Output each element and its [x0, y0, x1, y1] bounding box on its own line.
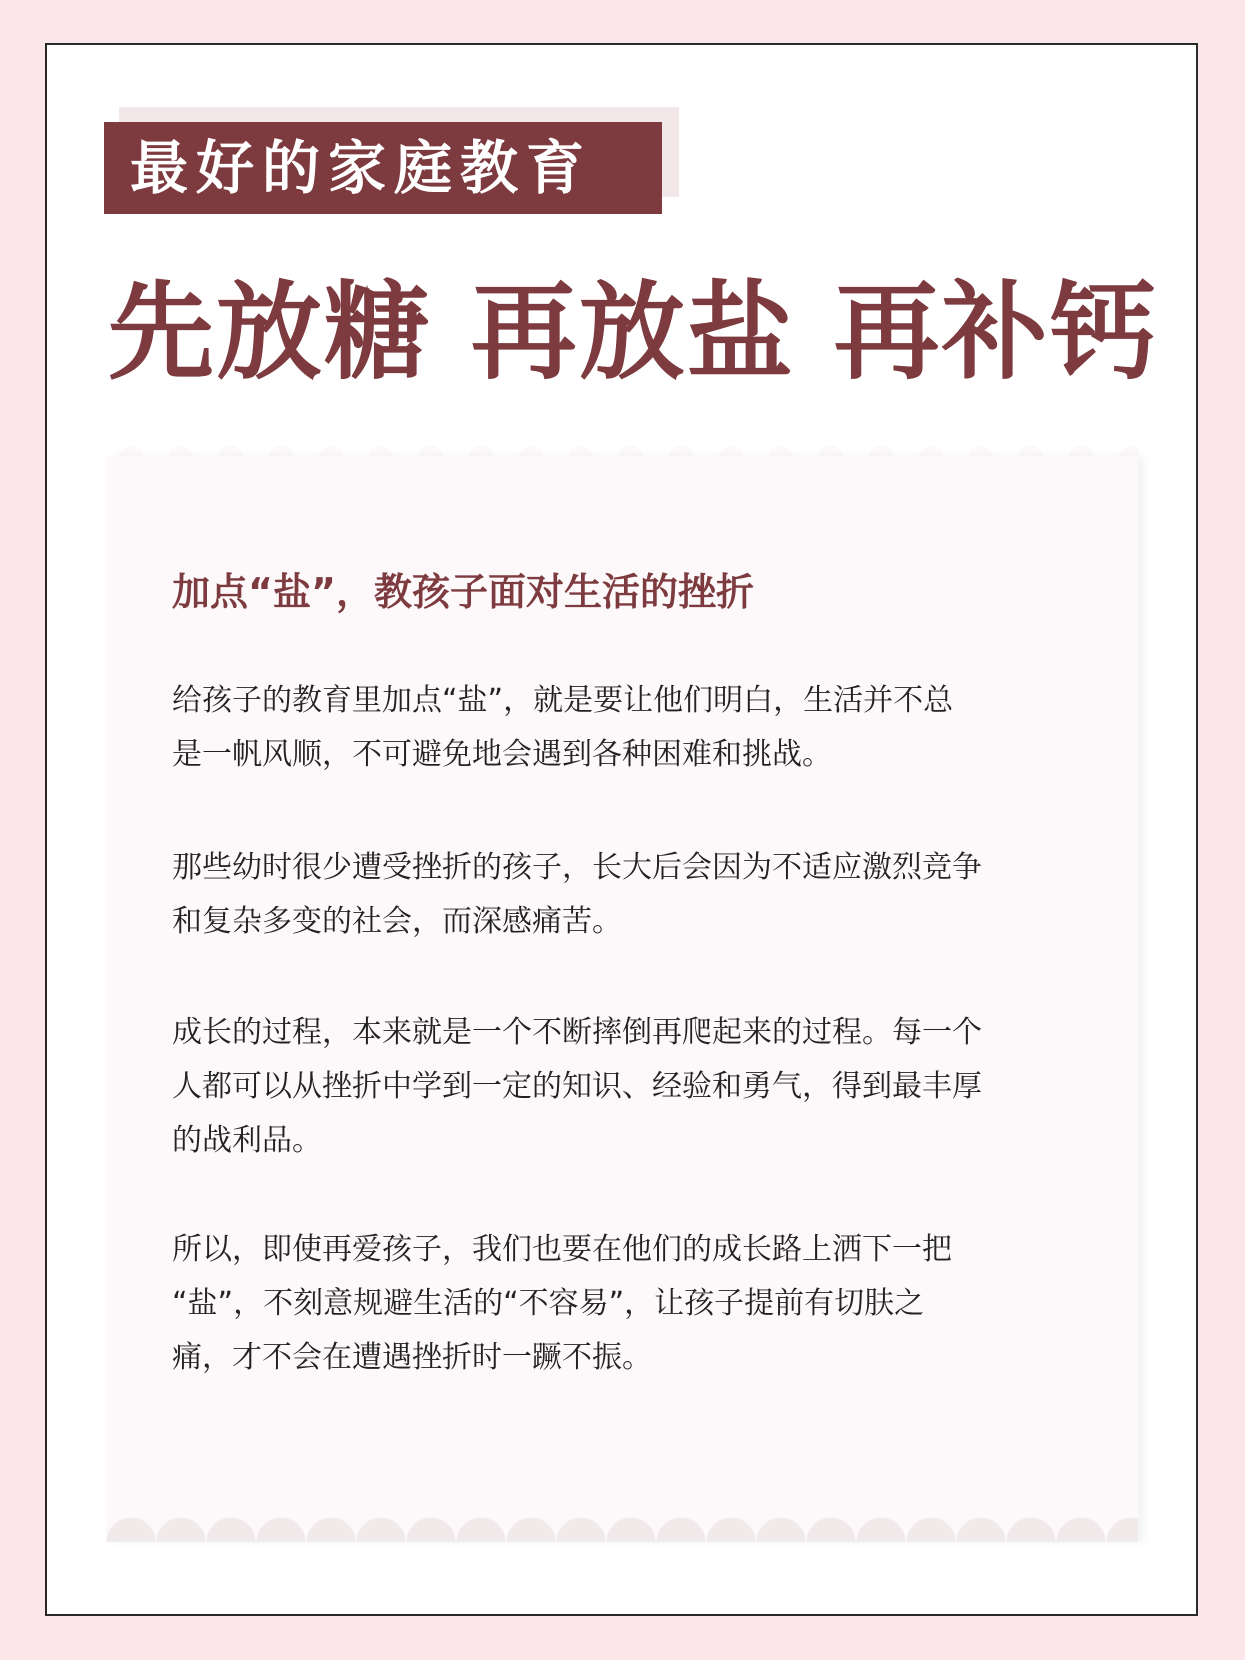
card-scallop-bottom	[106, 1512, 1138, 1542]
paragraph-1	[172, 674, 1072, 782]
paragraph-line: 人都可以从挫折中学到一定的知识、经验和勇气，得到最丰厚	[172, 1069, 982, 1104]
paragraph-line: 痛，才不会在遭遇挫折时一蹶不振。	[172, 1340, 652, 1375]
paragraph-line: 给孩子的教育里加点“盐”，就是要让他们明白，生活并不总	[172, 683, 954, 718]
paragraph-line: 是一帆风顺，不可避免地会遇到各种困难和挑战。	[172, 737, 832, 772]
paragraph-line: 成长的过程，本来就是一个不断摔倒再爬起来的过程。每一个	[172, 1015, 982, 1050]
paragraph-3	[172, 1006, 1072, 1168]
paragraph-line: 那些幼时很少遭受挫折的孩子，长大后会因为不适应激烈竞争	[172, 850, 982, 885]
headline: 先放糖 再放盐 再补钙	[108, 271, 1158, 394]
paragraph-line: 的战利品。	[172, 1123, 322, 1158]
paragraph-4	[172, 1223, 1072, 1385]
paragraph-line: “盐”，不刻意规避生活的“不容易”，让孩子提前有切肤之	[172, 1286, 925, 1321]
paragraph-line: 和复杂多变的社会，而深感痛苦。	[172, 904, 622, 939]
title-tag: 最好的家庭教育	[104, 122, 662, 214]
section-heading: 加点“盐”，教孩子面对生活的挫折	[172, 570, 754, 614]
paragraph-2	[172, 841, 1072, 949]
paragraph-line: 所以，即使再爱孩子，我们也要在他们的成长路上洒下一把	[172, 1232, 952, 1267]
